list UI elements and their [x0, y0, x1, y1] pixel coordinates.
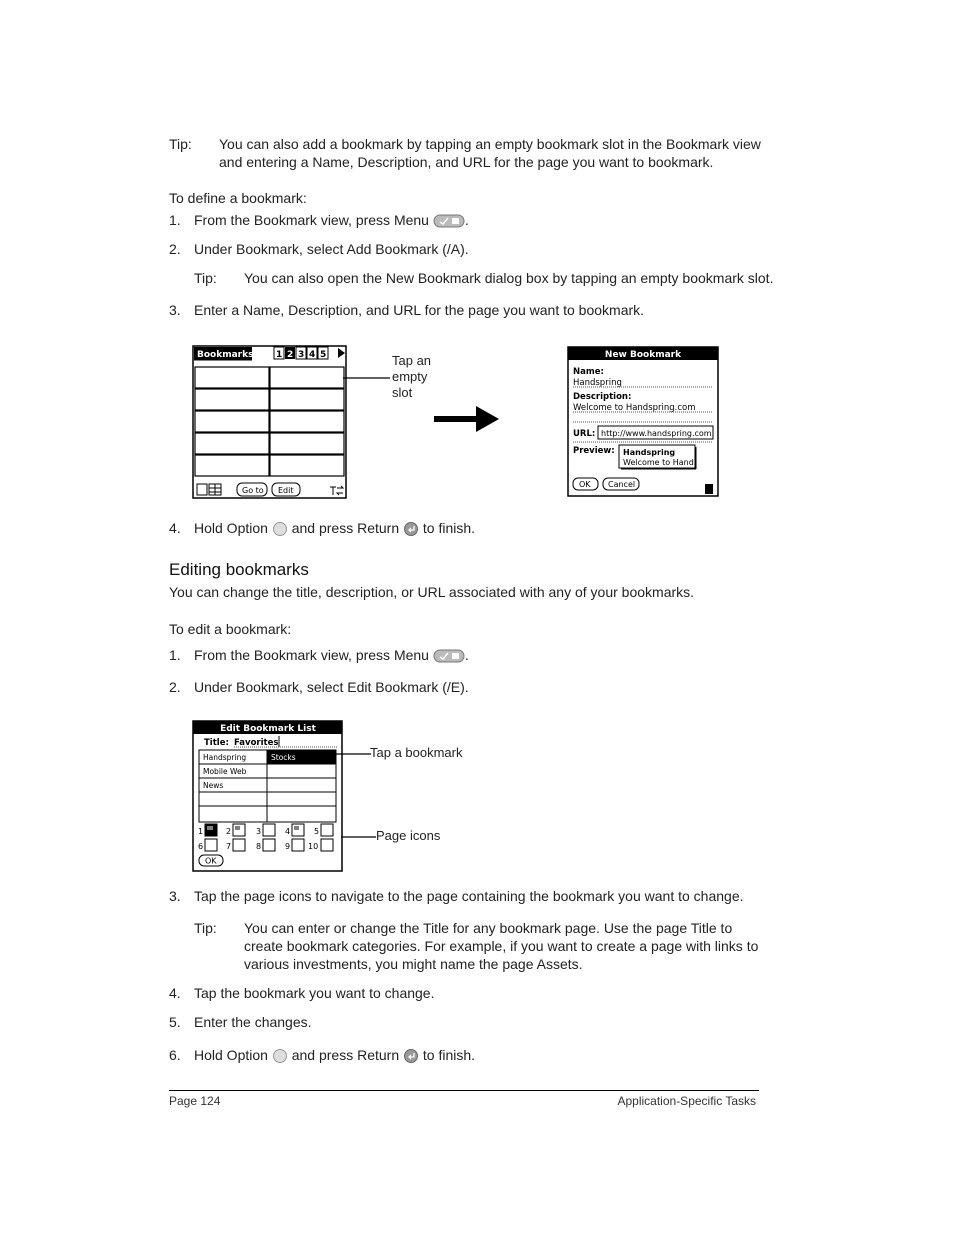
step-number: 4.	[169, 520, 181, 536]
edit-step-5	[169, 1013, 312, 1031]
url-label: URL:	[573, 429, 596, 439]
tip-label: Tip:	[169, 136, 192, 152]
menu-button-icon	[433, 649, 465, 663]
step-text: From the Bookmark view, press Menu	[194, 212, 429, 228]
preview-label: Preview:	[573, 446, 615, 456]
step-text: to finish.	[422, 520, 476, 536]
svg-text:Go to: Go to	[242, 486, 264, 495]
tip-text-line: You can also add a bookmark by tapping an empty bookmark slot in the Bookmark view	[219, 136, 761, 152]
step-2	[169, 240, 469, 258]
page-number: 2	[226, 827, 232, 836]
bookmarks-screen	[192, 345, 348, 500]
svg-text:Edit: Edit	[278, 486, 294, 495]
step-number: 3.	[169, 888, 181, 904]
page-number: 8	[256, 842, 262, 851]
step-text: Hold Option	[194, 1047, 268, 1063]
page-tab-2: 2	[287, 350, 294, 360]
edit-subheading: To edit a bookmark:	[169, 621, 292, 637]
step-number: 2.	[169, 241, 181, 257]
list-item: News	[203, 781, 224, 790]
callout-line	[341, 835, 377, 839]
step-text: Tap the bookmark you want to change.	[194, 985, 435, 1001]
page-icon	[321, 839, 333, 851]
preview-line-2: Welcome to Hand	[623, 458, 694, 467]
option-button-icon	[272, 1048, 288, 1064]
define-heading: To define a bookmark:	[169, 190, 307, 206]
tip-text-line: create bookmark categories. For example, if you want to create a page with links to	[244, 938, 759, 954]
step-text: Enter a Name, Description, and URL for the page you want to bookmark.	[194, 302, 645, 318]
url-field: http://www.handspring.com	[601, 429, 712, 438]
step-number: 6.	[169, 1047, 181, 1063]
title-label: Title:	[204, 738, 229, 748]
step-number: 3.	[169, 302, 181, 318]
right-arrow-icon	[432, 404, 502, 434]
step-text: Enter the changes.	[194, 1014, 312, 1030]
page-icon-selected	[205, 824, 217, 836]
edit-step-3	[169, 887, 744, 905]
step-text: and press Return	[291, 1047, 400, 1063]
name-label: Name:	[573, 367, 604, 377]
edit-step-4	[169, 984, 434, 1002]
callout-page-icons: Page icons	[376, 828, 441, 843]
description-label: Description:	[573, 392, 632, 402]
dialog-title: New Bookmark	[604, 350, 682, 360]
step-text: From the Bookmark view, press Menu	[194, 647, 429, 663]
step-number: 4.	[169, 985, 181, 1001]
page-tab-4: 4	[309, 350, 316, 360]
page-icon	[292, 824, 304, 836]
page-number: 3	[256, 827, 262, 836]
svg-text:OK: OK	[205, 856, 217, 866]
description-field: Welcome to Handspring.com	[573, 403, 696, 413]
return-button-icon	[403, 521, 419, 537]
tip-text-line: and entering a Name, Description, and URL for the page you want to bookmark.	[219, 154, 714, 170]
step-number: 1.	[169, 647, 181, 663]
footer-rule	[169, 1090, 759, 1091]
step-text: Hold Option	[194, 520, 268, 536]
step-text: Under Bookmark, select Edit Bookmark (/E).	[194, 679, 469, 695]
edit-bookmark-list-dialog	[192, 720, 344, 873]
footer-chapter-title: Application-Specific Tasks	[617, 1094, 756, 1108]
section-intro: You can change the title, description, or URL associated with any of your bookmarks.	[169, 584, 695, 600]
step-text: to finish.	[422, 1047, 476, 1063]
dialog-title: Edit Bookmark List	[220, 724, 316, 734]
svg-text:OK: OK	[579, 480, 591, 489]
tip-text: You can also open the New Bookmark dialog box by tapping an empty bookmark slot.	[244, 270, 774, 286]
edit-step-2	[169, 678, 469, 696]
page-icon	[205, 839, 217, 851]
page-tab-1: 1	[276, 350, 283, 360]
list-item: Mobile Web	[203, 767, 247, 776]
page-number: 10	[308, 842, 319, 851]
callout-line	[343, 376, 391, 380]
tip-label: Tip:	[194, 920, 217, 936]
menu-button-icon	[433, 214, 465, 228]
step-number: 1.	[169, 212, 181, 228]
step-3	[169, 301, 644, 319]
step-4	[169, 519, 475, 537]
tip-label: Tip:	[194, 270, 217, 286]
tip-text-line: various investments, you might name the page Assets.	[244, 956, 583, 972]
step-text: Tap the page icons to navigate to the page containing the bookmark you want to change.	[194, 888, 744, 904]
list-item: Handspring	[203, 753, 247, 762]
callout-empty-slot: Tap an empty slot	[392, 353, 432, 400]
step-number: 2.	[169, 679, 181, 695]
page-number: 6	[198, 842, 204, 851]
view-icon	[197, 484, 207, 495]
bookmark-slots	[195, 367, 344, 476]
step-text: Under Bookmark, select Add Bookmark (/A).	[194, 241, 469, 257]
preview-line-1: Handspring	[623, 448, 676, 457]
page-icon	[233, 824, 245, 836]
title-field: Favorites	[234, 738, 279, 748]
page-icon	[292, 839, 304, 851]
step-text: and press Return	[291, 520, 400, 536]
page-number: 5	[314, 827, 320, 836]
tip-text-line: You can enter or change the Title for any bookmark page. Use the page Title to	[244, 920, 733, 936]
page-number: 1	[198, 827, 204, 836]
page-tab-3: 3	[298, 350, 305, 360]
bookmarks-title: Bookmarks	[197, 350, 254, 360]
page-icon	[263, 839, 275, 851]
section-heading: Editing bookmarks	[169, 560, 309, 579]
list-item: Stocks	[271, 753, 296, 762]
page-icon	[263, 824, 275, 836]
step-suffix: .	[464, 647, 469, 663]
edit-step-1	[169, 646, 469, 664]
new-bookmark-dialog	[567, 346, 720, 498]
edit-step-6	[169, 1046, 475, 1064]
step-suffix: .	[464, 212, 469, 228]
svg-text:Cancel: Cancel	[608, 480, 636, 489]
page-number: 4	[285, 827, 291, 836]
page-icon	[321, 824, 333, 836]
option-button-icon	[272, 521, 288, 537]
step-1	[169, 211, 469, 229]
return-button-icon	[403, 1048, 419, 1064]
footer-page-number: Page 124	[169, 1094, 221, 1108]
step-number: 5.	[169, 1014, 181, 1030]
page-icon	[233, 839, 245, 851]
callout-line	[336, 752, 372, 756]
page-number: 7	[226, 842, 232, 851]
callout-tap-bookmark: Tap a bookmark	[370, 745, 463, 760]
graffiti-indicator-icon	[705, 484, 713, 494]
page-tab-5: 5	[320, 350, 327, 360]
name-field: Handspring	[573, 378, 622, 388]
page-number: 9	[285, 842, 291, 851]
